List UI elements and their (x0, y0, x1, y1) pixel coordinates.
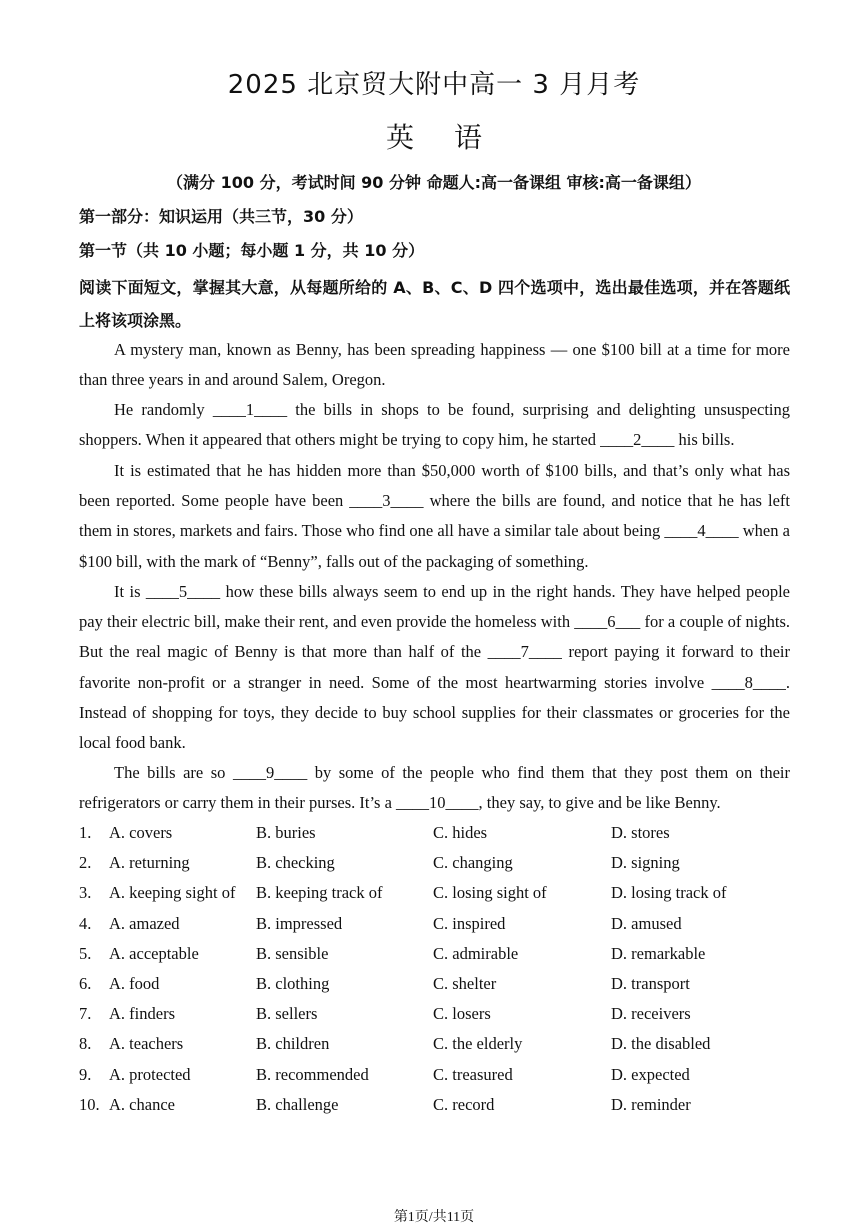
option-c: C. shelter (433, 973, 497, 993)
option-b: B. impressed (256, 913, 343, 933)
option-d: D. receivers (611, 1004, 691, 1024)
option-c: C. changing (433, 853, 513, 873)
option-b: B. checking (256, 853, 335, 873)
option-d: D. losing track of (611, 883, 727, 903)
question-row (79, 1029, 799, 1059)
option-b: B. keeping track of (256, 883, 383, 903)
question-row (79, 969, 799, 999)
question-row (79, 999, 799, 1029)
option-c: C. inspired (433, 913, 506, 933)
passage-paragraph-1: A mystery man, known as Benny, has been spreading happiness — one $100 bill at a time for more than three years in and around Salem, Oregon. (79, 340, 790, 390)
question-number: 9. (79, 1064, 92, 1084)
option-a: A. chance (109, 1094, 175, 1114)
question-row (79, 939, 799, 969)
question-number: 5. (79, 943, 92, 963)
option-c: C. admirable (433, 943, 519, 963)
option-d: D. stores (611, 823, 670, 842)
option-d: D. amused (611, 913, 682, 933)
option-a: A. teachers (109, 1034, 184, 1054)
question-row (79, 818, 799, 848)
question-row (79, 1090, 799, 1120)
option-b: B. recommended (256, 1064, 369, 1084)
option-b: B. buries (256, 823, 316, 842)
option-c: C. treasured (433, 1064, 513, 1084)
question-number: 2. (79, 853, 92, 873)
question-row (79, 909, 799, 939)
option-c: C. losers (433, 1004, 491, 1024)
option-d: D. signing (611, 853, 680, 873)
question-number: 6. (79, 973, 92, 993)
passage-paragraph-4: It is ____5____ how these bills always seem to end up in the right hands. They have helped people pay their electric bill, make their rent, and even provide the homeless with ____6___ for a couple of nights. But the real magic of Benny is that more than half of the ____7____ report paying it forward to their favorite non-profit or a stranger in need. Some of the most heartwarming stories involve ____8____. Instead of shopping for toys, they decide to buy school supplies for their classmates or groceries for the local food bank. (79, 582, 790, 753)
question-row (79, 1060, 799, 1090)
options-list (79, 818, 799, 1120)
option-a: A. finders (109, 1004, 175, 1024)
option-d: D. reminder (611, 1094, 691, 1114)
option-b: B. sensible (256, 943, 329, 963)
option-d: D. expected (611, 1064, 690, 1084)
option-a: A. acceptable (109, 943, 199, 963)
question-row (79, 878, 799, 908)
option-c: C. hides (433, 823, 488, 842)
option-b: B. challenge (256, 1094, 339, 1114)
passage-paragraph-5: The bills are so ____9____ by some of the people who find them that they post them on their refrigerators or carry them in their purses. It’s a ____10____, they say, to give and be like Benny. (79, 763, 790, 813)
instruction-text: 阅读下面短文，掌握其大意，从每题所给的 A、B、C、D 四个选项中，选出最佳选项，并在答题纸上将该项涂黑。 (79, 278, 790, 330)
option-b: B. sellers (256, 1004, 318, 1024)
option-c: C. the elderly (433, 1034, 523, 1054)
question-number: 1. (79, 823, 92, 842)
question-row (79, 848, 799, 878)
section-heading: 第一节（共 10 小题；每小题 1 分，共 10 分） (79, 241, 425, 260)
option-a: A. returning (109, 853, 190, 873)
exam-title: 2025 北京贸大附中高一 3 月月考 (227, 70, 641, 100)
passage-paragraph-2: He randomly ____1____ the bills in shops to be found, surprising and delighting unsuspecting shoppers. When it appeared that others might be trying to copy him, he started ____2____ his bills. (79, 400, 790, 450)
question-number: 10. (79, 1094, 100, 1114)
part-heading: 第一部分：知识运用（共三节，30 分） (79, 207, 363, 226)
exam-note: （满分 100 分，考试时间 90 分钟 命题人:高一备课组 审核:高一备课组） (167, 173, 701, 192)
option-a: A. amazed (109, 913, 180, 933)
question-number: 8. (79, 1034, 92, 1054)
question-number: 4. (79, 913, 92, 933)
option-a: A. food (109, 973, 160, 993)
question-number: 3. (79, 883, 92, 903)
subject-title: 英语 (385, 121, 522, 154)
option-c: C. losing sight of (433, 883, 547, 903)
option-a: A. keeping sight of (109, 883, 236, 903)
option-d: D. the disabled (611, 1034, 711, 1054)
page-footer: 第1页/共11页 (393, 1210, 475, 1225)
option-b: B. clothing (256, 973, 330, 993)
option-d: D. transport (611, 973, 690, 993)
option-d: D. remarkable (611, 943, 706, 963)
option-b: B. children (256, 1034, 330, 1054)
option-a: A. covers (109, 823, 173, 842)
option-c: C. record (433, 1094, 495, 1114)
passage-paragraph-3: It is estimated that he has hidden more than $50,000 worth of $100 bills, and that’s only what has been reported. Some people have been ____3____ where the bills are found, and notice that he has left them in stores, markets and fairs. Those who find one all have a similar tale about being ____4____ when a $100 bill, with the mark of “Benny”, falls out of the packaging of something. (79, 461, 790, 571)
option-a: A. protected (109, 1064, 191, 1084)
question-number: 7. (79, 1004, 92, 1024)
